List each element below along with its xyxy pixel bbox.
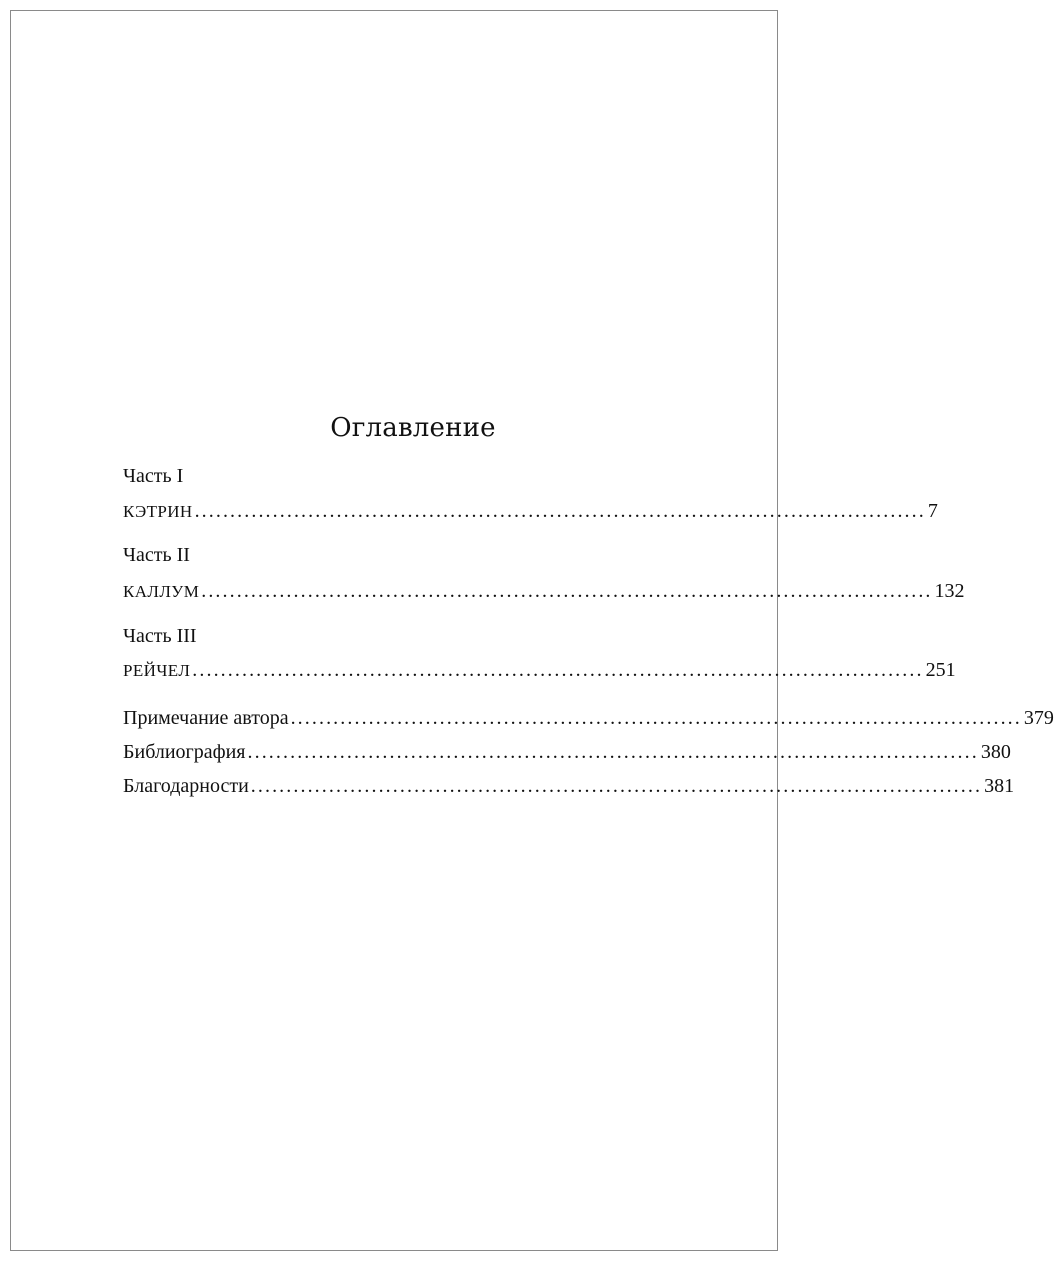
toc-entry[interactable] <box>123 704 1054 732</box>
dot-leader: ....................................................................................................... <box>192 659 924 681</box>
toc-page-number: 381 <box>984 775 1015 797</box>
dot-leader: ....................................................................................................... <box>290 707 1022 729</box>
part-label: Часть II <box>123 544 190 566</box>
toc-entry[interactable] <box>123 656 956 684</box>
toc-entry-title: Благодарности <box>123 775 249 797</box>
toc-page-number: 132 <box>934 580 965 602</box>
part-label: Часть III <box>123 625 197 647</box>
dot-leader: ....................................................................................................... <box>201 580 933 602</box>
page-title: Оглавление <box>330 413 496 443</box>
toc-entry[interactable] <box>123 577 965 605</box>
toc-page-number: 7 <box>927 500 938 522</box>
toc-entry-title: Библиография <box>123 741 246 763</box>
toc-entry[interactable] <box>123 738 1011 766</box>
toc-entry-title: РЕЙЧЕЛ <box>123 661 191 680</box>
toc-page-number: 380 <box>980 741 1011 763</box>
toc-entry-title: КЭТРИН <box>123 502 193 521</box>
toc-page-number: 379 <box>1023 707 1054 729</box>
toc-entry[interactable] <box>123 497 938 525</box>
part-label: Часть I <box>123 465 184 487</box>
toc-entry-title: Примечание автора <box>123 707 289 729</box>
toc-entry[interactable] <box>123 772 1015 800</box>
toc-entry-title: КАЛЛУМ <box>123 582 200 601</box>
dot-leader: ....................................................................................................... <box>250 775 983 797</box>
toc-page-number: 251 <box>925 659 956 681</box>
dot-leader: ....................................................................................................... <box>247 741 979 763</box>
dot-leader: ....................................................................................................... <box>194 500 926 522</box>
